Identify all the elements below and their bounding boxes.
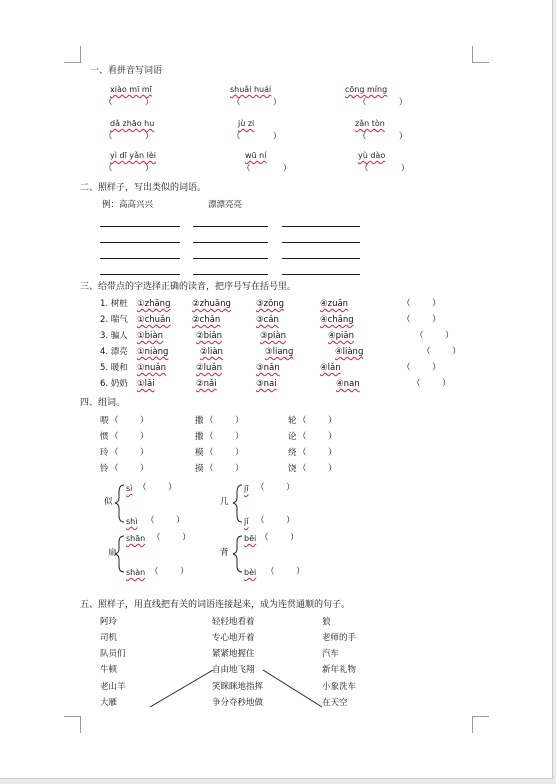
option-4: ④piān [328,331,354,341]
brace [115,485,124,522]
paren: （ ） [298,448,337,458]
paren: （ ） [146,516,185,526]
option-4: ④liàng [335,347,364,357]
connector-line [263,670,322,707]
answer-bracket: （ ） [242,164,292,174]
match-subject: 大雁 [100,698,118,708]
answer-bracket: （ ） [402,299,441,309]
option-4: ④lǎn [320,363,341,373]
char-item: 论 [288,432,297,442]
pinyin: shuǎi huái [230,85,272,94]
option-2: ②nǎi [196,379,217,389]
match-object: 狼 [322,617,331,627]
pinyin: shàn [126,568,146,577]
answer-bracket: （ ） [415,331,454,341]
paren: （ ） [260,533,299,543]
paren: （ ） [152,533,191,543]
answer-bracket: （ ） [358,98,408,108]
pinyin: shì [126,517,138,526]
match-subject: 老山羊 [100,682,126,692]
section-2-title: 二、照样子，写出类似的词语。 [80,183,207,193]
section-4-title: 四、组词。 [80,398,126,408]
option-3: ③cǎn [256,315,279,325]
paren: （ ） [110,416,149,426]
pinyin: shān [126,534,146,543]
word-item: 3. 骗人 [100,331,128,341]
match-adverb: 自由地飞翔 [212,665,255,675]
char-item: 绕 [288,448,297,458]
example-word-2: 漂漂亮亮 [208,200,243,210]
match-object: 老师的手 [322,633,357,643]
paren: （ ） [205,448,244,458]
option-3: ③liang [265,347,294,357]
answer-bracket: （ ） [104,98,154,108]
word-item: 6. 奶奶 [100,379,128,389]
char-item: 饶 [288,464,297,474]
match-subject: 阿玲 [100,617,118,627]
pinyin: wū ní [245,151,267,160]
match-object: 在天空 [322,698,348,708]
option-1: ①biàn [137,331,163,341]
poly-char: 几 [220,497,229,507]
match-adverb: 紧紧地握住 [212,649,255,659]
char-item: 摸 [195,464,204,474]
poly-char: 背 [220,548,229,558]
paren: （ ） [110,464,149,474]
answer-bracket: （ ） [360,164,410,174]
paren: （ ） [298,464,337,474]
word-item: 5. 暖和 [100,363,128,373]
option-4: ④zuān [320,299,349,309]
option-2: ②biǎn [196,331,222,341]
match-adverb: 专心地开着 [212,633,255,643]
pinyin: jǐ [244,517,249,526]
match-object: 新年礼物 [322,665,357,675]
option-3: ③piàn [260,331,286,341]
char-item: 玲 [100,448,109,458]
answer-bracket: （ ） [232,98,282,108]
word-item: 2. 喘气 [100,315,128,325]
paren: （ ） [110,432,149,442]
option-1: ①chuǎn [137,315,171,325]
pinyin: cōng míng [345,85,388,94]
section-3-title: 三、给带点的字选择正确的读音，把序号写在括号里。 [80,282,297,292]
option-1: ①niàng [137,347,169,357]
match-adverb: 轻轻地看着 [212,617,255,627]
pinyin: bēi [244,534,257,543]
paren: （ ） [256,483,295,493]
option-4: ④nan [336,379,360,389]
answer-bracket: （ ） [104,132,154,142]
option-3: ③zōng [256,299,285,309]
char-item: 撒 [195,432,204,442]
match-adverb: 笑眯眯地指挥 [212,682,264,692]
char-item: 喂 [100,416,109,426]
brace [233,485,242,522]
poly-char: 似 [104,497,113,507]
char-item: 惯 [100,432,109,442]
paren: （ ） [298,432,337,442]
option-2: ②chǎn [192,315,221,325]
answer-bracket: （ ） [232,132,282,142]
connector-line [150,670,213,707]
paren: （ ） [110,448,149,458]
option-1: ①nuǎn [137,363,166,373]
section-5-title: 五、照样子，用直线把有关的词语连接起来，成为连贯通顺的句子。 [80,600,351,610]
option-2: ②zhuāng [192,299,231,309]
paren: （ ） [256,516,295,526]
answer-bracket: （ ） [402,315,441,325]
option-1: ①lǎi [137,379,155,389]
pinyin: xiào mī mī [110,85,152,94]
pinyin: sì [126,484,133,493]
pinyin: zǎn tòn [355,119,385,128]
poly-char: 扇 [108,548,117,558]
paren: （ ） [205,416,244,426]
char-item: 撒 [195,416,204,426]
pinyin: jù zi [238,119,255,128]
section-1-title: 一、看拼音写词语 [90,66,163,76]
answer-bracket: （ ） [422,347,461,357]
word-item: 4. 漂亮 [100,347,128,357]
paren: （ ） [266,567,305,577]
option-2: ②luǎn [196,363,222,373]
pinyin: bèi [244,568,257,577]
paren: （ ） [205,432,244,442]
match-object: 汽车 [322,649,340,659]
example-word: 例：高高兴兴 [102,200,154,210]
char-item: 轮 [288,416,297,426]
option-2: ②liàn [200,347,223,357]
pinyin: yì dī yǎn lèi [110,151,156,160]
answer-bracket: （ ） [412,379,451,389]
match-subject: 队员们 [100,649,126,659]
match-subject: 牛顿 [100,665,118,675]
answer-bracket: （ ） [358,132,408,142]
option-3: ③nai [256,379,277,389]
char-item: 模 [195,448,204,458]
brace [233,536,242,572]
char-item: 铃 [100,464,109,474]
paren: （ ） [150,567,189,577]
option-1: ①zhāng [137,299,171,309]
match-subject: 司机 [100,633,118,643]
match-object: 小象洗车 [322,682,357,692]
answer-bracket: （ ） [104,164,154,174]
option-3: ③nǎn [256,363,280,373]
pinyin: dǎ zhāo hu [110,119,155,128]
pinyin: yù dào [358,151,386,160]
paren: （ ） [138,483,177,493]
paren: （ ） [205,464,244,474]
match-adverb: 争分夺秒地做 [212,698,264,708]
answer-bracket: （ ） [402,363,441,373]
word-item: 1. 树桩 [100,299,128,309]
option-4: ④chāng [320,315,354,325]
pinyin: jī [244,484,249,493]
paren: （ ） [298,416,337,426]
